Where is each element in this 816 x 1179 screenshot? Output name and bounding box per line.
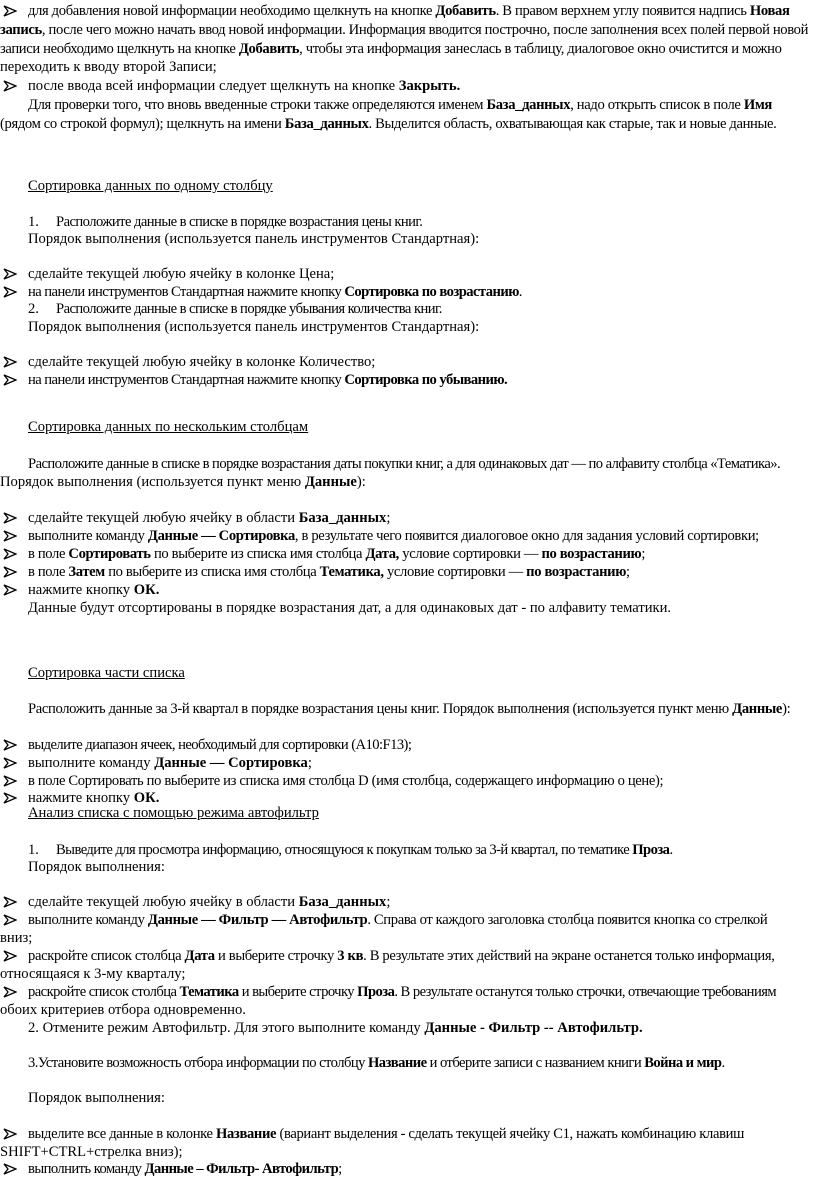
list-item: для добавления новой информации необходимо щелкнуть на кнопке Добавить. В правом верхнем углу появится надпись Новая bbox=[0, 2, 816, 21]
paragraph-line: (рядом со строкой формул); щелкнуть на имени База_данных. Выделится область, охватывающая как старые, так и новые данные. bbox=[0, 116, 777, 132]
list-item: сделайте текущей любую ячейку в области База_данных; bbox=[0, 893, 816, 912]
section-heading: Анализ списка с помощью режима автофильтр bbox=[28, 805, 319, 821]
paragraph-line: Расположить данные за 3-й квартал в порядке возрастания цены книг. Порядок выполнения (используется пункт меню Данные): bbox=[28, 701, 791, 717]
section-heading: Сортировка данных по нескольким столбцам bbox=[28, 419, 309, 435]
section-heading: Сортировка данных по одному столбцу bbox=[28, 178, 273, 194]
list-item: раскройте список столбца Тематика и выберите строчку Проза. В результате останутся только строчки, отвечающие требованиям bbox=[0, 983, 816, 1002]
paragraph-line: Порядок выполнения: bbox=[28, 1090, 165, 1106]
paragraph-line: относящаяся к 3-му кварталу; bbox=[0, 966, 186, 982]
document-page: для добавления новой информации необходимо щелкнуть на кнопке Добавить. В правом верхнем углу появится надпись Новая запись, после чего можно начать ввод новой информации. Информация вводится построчно, после заполнения всех полей первой новой записи необходимо щелкнуть на кнопке Добавить, чтобы эта информация занеслась в таблицу, диалоговое окно очистится и можно переходить к вводу второй Записи; после ввода всей информации следует щелкнуть на кнопке Закрыть. Для проверки того, что вновь введенные строки также определяются именем База_данных, надо открыть список в поле Имя (рядом со строкой формул); щелкнуть на имени База_данных. Выделится область, охватывающая как старые, так и новые данные. Сортировка данных по одному столбцу 1. Расположите данные в списке в порядке возрастания цены книг. Порядок выполнения (используется панель инструментов Стандартная): сделайте текущей любую ячейку в колонке Цена; на панели инструментов Стандартная нажмите кнопку Сортировка по возрастанию. 2. Расположите данные в списке в порядке убывания количества книг. Порядок выполнения (используется панель инструментов Стандартная): сделайте текущей любую ячейку в колонке Количество; на панели инструментов Стандартная нажмите кнопку Сортировка по убыванию. Сортировка данных по нескольким столбцам Расположите данные в списке в порядке возрастания даты покупки книг, а для одинаковых дат — по алфавиту столбца «Тематика». Порядок выполнения (используется пункт меню Данные): сделайте текущей любую ячейку в области База_данных; выполните команду Данные — Сортировка, в результате чего появится диалоговое окно для задания условий сортировки; в поле Сортировать по выберите из списка имя столбца Дата, условие сортировки — по возрастанию; в поле Затем по выберите из списка имя столбца Тематика, условие сортировки — по возрастанию; нажмите кнопку ОК. Данные будут отсортированы в порядке возрастания дат, а для одинаковых дат - по алфавиту тематики. Сортировка части списка Расположить данные за 3-й квартал в порядке возрастания цены книг. Порядок выполнения (используется пункт меню Данные): выделите диапазон ячеек, необходимый для сортировки (A10:F13); выполните команду Данные — Сортировка; в поле Сортировать по выберите из списка имя столбца D (имя столбца, содержащего информацию о цене); нажмите кнопку ОК. Анализ списка с помощью режима автофильтр 1. Выведите для просмотра информацию, относящуюся к покупкам только за 3-й квартал, по тематике Проза. Порядок выполнения: сделайте текущей любую ячейку в области База_данных; выполните команду Данные — Фильтр — Автофильтр. Справа от каждого заголовка столбца появится кнопка со стрелкой вниз; раскройте список столбца Дата и выберите строчку 3 кв. В результате этих действий на экране останется только информация, относящаяся к 3-му кварталу; раскройте список столбца Тематика и выберите строчку Проза. В результате останутся только строчки, отвечающие требованиям обоих критериев отбора одновременно. 2. Отмените режим Автофильтр. Для этого выполните команду Данные - Фильтр -- Автофильтр. 3.Установите возможность отбора информации по столбцу Название и отберите записи с названием книги Война и мир. Порядок выполнения: выделите все данные в колонке Название (вариант выделения - сделать текущей ячейку С1, нажать комбинацию клавиш SHIFT+CTRL+стрелка вниз); выполнить команду Данные – Фильтр- Автофильтр; bbox=[0, 0, 816, 1171]
list-item: нажмите кнопку ОК. bbox=[0, 789, 816, 808]
list-item: нажмите кнопку ОК. bbox=[0, 581, 816, 600]
list-item: сделайте текущей любую ячейку в области База_данных; bbox=[0, 509, 816, 528]
list-item: после ввода всей информации следует щелкнуть на кнопке Закрыть. bbox=[0, 77, 816, 96]
list-item: выполнить команду Данные – Фильтр- Автофильтр; bbox=[0, 1160, 816, 1179]
paragraph-line: Порядок выполнения (используется пункт меню Данные): bbox=[0, 474, 366, 490]
paragraph-line: Расположите данные в списке в порядке возрастания даты покупки книг, а для одинаковых дат — по алфавиту столбца «Тематика». bbox=[28, 456, 781, 472]
list-item: выделите диапазон ячеек, необходимый для сортировки (A10:F13); bbox=[0, 736, 816, 755]
paragraph-line: записи необходимо щелкнуть на кнопке Добавить, чтобы эта информация занеслась в таблицу, диалоговое окно очистится и можно bbox=[0, 41, 782, 57]
list-item: сделайте текущей любую ячейку в колонке Цена; bbox=[0, 265, 816, 284]
paragraph-line: Порядок выполнения (используется панель инструментов Стандартная): bbox=[28, 231, 480, 247]
paragraph-line: Данные будут отсортированы в порядке возрастания дат, а для одинаковых дат - по алфавиту тематики. bbox=[28, 600, 672, 616]
list-item: сделайте текущей любую ячейку в колонке Количество; bbox=[0, 353, 816, 372]
list-item: выполните команду Данные — Сортировка, в результате чего появится диалоговое окно для задания условий сортировки; bbox=[0, 527, 816, 546]
list-item: раскройте список столбца Дата и выберите строчку 3 кв. В результате этих действий на экране останется только информация, bbox=[0, 947, 816, 966]
paragraph-line: запись, после чего можно начать ввод новой информации. Информация вводится построчно, после заполнения всех полей первой новой bbox=[0, 22, 809, 38]
paragraph-line: Для проверки того, что вновь введенные строки также определяются именем База_данных, надо открыть список в поле Имя bbox=[28, 97, 772, 113]
paragraph-line: вниз; bbox=[0, 930, 33, 946]
paragraph-line: SHIFT+CTRL+стрелка вниз); bbox=[0, 1144, 183, 1160]
section-heading: Сортировка части списка bbox=[28, 665, 185, 681]
list-item: в поле Сортировать по выберите из списка имя столбца D (имя столбца, содержащего информацию о цене); bbox=[0, 772, 816, 791]
list-item: выделите все данные в колонке Название (вариант выделения - сделать текущей ячейку С1, нажать комбинацию клавиш bbox=[0, 1125, 816, 1144]
paragraph-line: обоих критериев отбора одновременно. bbox=[0, 1002, 246, 1018]
numbered-item: 2. Отмените режим Автофильтр. Для этого выполните команду Данные - Фильтр -- Автофильтр. bbox=[28, 1020, 643, 1036]
numbered-item: 3.Установите возможность отбора информации по столбцу Название и отберите записи с названием книги Война и мир. bbox=[28, 1055, 725, 1071]
paragraph-line: Порядок выполнения (используется панель инструментов Стандартная): bbox=[28, 319, 480, 335]
paragraph-line: переходить к вводу второй Записи; bbox=[0, 59, 217, 75]
paragraph-line: Порядок выполнения: bbox=[28, 859, 165, 875]
list-item: выполните команду Данные — Фильтр — Автофильтр. Справа от каждого заголовка столбца появится кнопка со стрелкой bbox=[0, 911, 816, 930]
list-item: на панели инструментов Стандартная нажмите кнопку Сортировка по убыванию. bbox=[0, 371, 816, 390]
list-item: в поле Затем по выберите из списка имя столбца Тематика, условие сортировки — по возрастанию; bbox=[0, 563, 816, 582]
list-item: выполните команду Данные — Сортировка; bbox=[0, 754, 816, 773]
list-item: в поле Сортировать по выберите из списка имя столбца Дата, условие сортировки — по возрастанию; bbox=[0, 545, 816, 564]
list-item: на панели инструментов Стандартная нажмите кнопку Сортировка по возрастанию. bbox=[0, 283, 816, 302]
